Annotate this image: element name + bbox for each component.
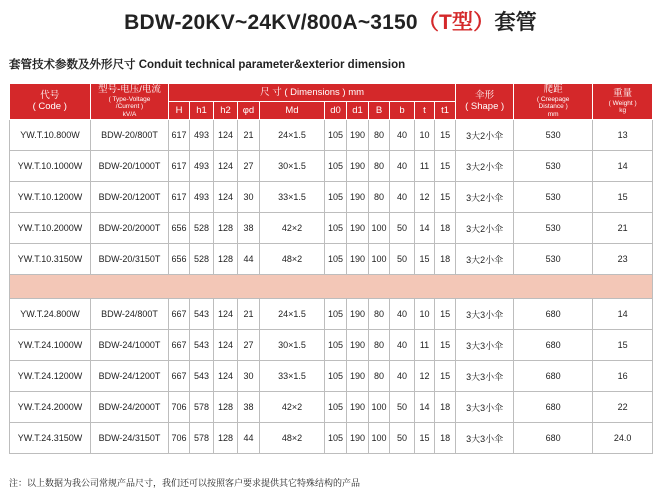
table-cell: 42×2 <box>260 213 325 244</box>
table-cell: 128 <box>214 244 238 275</box>
header-dim-col: b <box>390 102 415 120</box>
table-cell: 190 <box>347 244 369 275</box>
table-cell: 124 <box>214 182 238 213</box>
table-cell: 105 <box>325 299 347 330</box>
table-cell: 80 <box>369 330 390 361</box>
header-dim-col: φd <box>238 102 260 120</box>
title-main: BDW-20KV~24KV/800A~3150 <box>124 11 418 34</box>
table-cell: 190 <box>347 151 369 182</box>
table-cell: 105 <box>325 151 347 182</box>
table-cell: 530 <box>514 244 593 275</box>
table-cell: 124 <box>214 151 238 182</box>
table-cell: 100 <box>369 392 390 423</box>
table-cell: 33×1.5 <box>260 361 325 392</box>
table-cell: 80 <box>369 361 390 392</box>
title-paren-close: ） <box>473 11 495 34</box>
table-cell: 18 <box>435 423 456 454</box>
table-cell: 528 <box>190 213 214 244</box>
table-cell: 680 <box>514 361 593 392</box>
table-cell: 680 <box>514 423 593 454</box>
table-cell: 578 <box>190 423 214 454</box>
table-cell: 44 <box>238 244 260 275</box>
table-cell: 105 <box>325 392 347 423</box>
header-creepage: 爬距 ( Creepage Distance ) mm <box>514 84 593 120</box>
table-cell: 16 <box>593 361 653 392</box>
table-cell: 50 <box>390 244 415 275</box>
table-cell: 105 <box>325 330 347 361</box>
group-separator <box>10 275 653 299</box>
table-cell: 15 <box>435 120 456 151</box>
table-cell: BDW-20/3150T <box>91 244 169 275</box>
table-cell: 18 <box>435 392 456 423</box>
table-cell: 617 <box>169 120 190 151</box>
table-cell: 680 <box>514 392 593 423</box>
table-cell: 3大3小伞 <box>456 361 514 392</box>
table-cell: 42×2 <box>260 392 325 423</box>
table-cell: 530 <box>514 213 593 244</box>
table-cell: 30 <box>238 182 260 213</box>
table-cell: 656 <box>169 244 190 275</box>
table-cell: 15 <box>435 361 456 392</box>
table-cell: 543 <box>190 299 214 330</box>
table-cell: 40 <box>390 361 415 392</box>
table-cell: 105 <box>325 213 347 244</box>
table-cell: 105 <box>325 182 347 213</box>
table-cell: 10 <box>415 120 435 151</box>
table-cell: 100 <box>369 244 390 275</box>
table-cell: 3大3小伞 <box>456 330 514 361</box>
table-cell: 105 <box>325 423 347 454</box>
table-cell: YW.T.10.2000W <box>10 213 91 244</box>
header-dim-col: t <box>415 102 435 120</box>
table-cell: 80 <box>369 182 390 213</box>
table-cell: 3大2小伞 <box>456 213 514 244</box>
table-cell: 80 <box>369 120 390 151</box>
table-cell: 27 <box>238 330 260 361</box>
group-separator-row <box>10 275 653 299</box>
table-cell: 190 <box>347 361 369 392</box>
table-cell: 3大2小伞 <box>456 182 514 213</box>
table-cell: 667 <box>169 330 190 361</box>
table-row <box>10 120 653 151</box>
table-cell: 14 <box>593 299 653 330</box>
table-cell: 105 <box>325 244 347 275</box>
header-dim-col: d0 <box>325 102 347 120</box>
table-cell: 528 <box>190 244 214 275</box>
table-cell: 578 <box>190 392 214 423</box>
header-shape: 伞形 ( Shape ) <box>456 84 514 120</box>
table-cell: 15 <box>435 182 456 213</box>
table-cell: 543 <box>190 361 214 392</box>
table-cell: 100 <box>369 213 390 244</box>
table-cell: 14 <box>415 213 435 244</box>
table-cell: 124 <box>214 299 238 330</box>
table-cell: 14 <box>415 392 435 423</box>
table-cell: 80 <box>369 299 390 330</box>
header-dim-col: B <box>369 102 390 120</box>
table-cell: 493 <box>190 182 214 213</box>
table-cell: 80 <box>369 151 390 182</box>
table-cell: 48×2 <box>260 244 325 275</box>
table-cell: 27 <box>238 151 260 182</box>
table-cell: 680 <box>514 299 593 330</box>
table-cell: 15 <box>415 244 435 275</box>
table-cell: 30 <box>238 361 260 392</box>
title-paren-open: （ <box>417 11 440 34</box>
parameter-table <box>9 84 653 454</box>
table-cell: BDW-20/2000T <box>91 213 169 244</box>
table-cell: BDW-20/800T <box>91 120 169 151</box>
table-cell: YW.T.24.800W <box>10 299 91 330</box>
table-cell: 190 <box>347 423 369 454</box>
table-cell: 3大3小伞 <box>456 392 514 423</box>
table-cell: 30×1.5 <box>260 151 325 182</box>
table-cell: 14 <box>593 151 653 182</box>
table-cell: 15 <box>593 330 653 361</box>
table-cell: 530 <box>514 151 593 182</box>
table-row <box>10 244 653 275</box>
table-cell: 3大2小伞 <box>456 244 514 275</box>
table-cell: BDW-20/1200T <box>91 182 169 213</box>
table-cell: 38 <box>238 392 260 423</box>
table-cell: 11 <box>415 151 435 182</box>
table-cell: BDW-24/800T <box>91 299 169 330</box>
table-cell: 124 <box>214 330 238 361</box>
table-cell: 50 <box>390 423 415 454</box>
footnote: 注：以上数据为我公司常规产品尺寸，我们还可以按照客户要求提供其它特殊结构的产品 <box>9 478 361 488</box>
table-cell: 100 <box>369 423 390 454</box>
table-cell: 680 <box>514 330 593 361</box>
table-cell: 40 <box>390 120 415 151</box>
table-row <box>10 423 653 454</box>
table-cell: 24×1.5 <box>260 299 325 330</box>
table-row <box>10 361 653 392</box>
header-weight: 重量 ( Weight ) kg <box>593 84 653 120</box>
table-cell: 706 <box>169 423 190 454</box>
table-cell: 18 <box>435 244 456 275</box>
table-cell: 190 <box>347 330 369 361</box>
table-cell: 24×1.5 <box>260 120 325 151</box>
table-cell: 493 <box>190 120 214 151</box>
table-cell: 3大2小伞 <box>456 151 514 182</box>
table-cell: BDW-24/1000T <box>91 330 169 361</box>
table-cell: 15 <box>415 423 435 454</box>
table-cell: BDW-20/1000T <box>91 151 169 182</box>
table-row <box>10 213 653 244</box>
header-dim-col: h2 <box>214 102 238 120</box>
table-cell: 44 <box>238 423 260 454</box>
table-cell: 190 <box>347 299 369 330</box>
table-cell: 40 <box>390 330 415 361</box>
table-cell: 105 <box>325 120 347 151</box>
table-cell: 15 <box>435 330 456 361</box>
header-code: 代号 ( Code ) <box>10 84 91 120</box>
table-cell: 128 <box>214 392 238 423</box>
header-dim-col: H <box>169 102 190 120</box>
table-cell: 530 <box>514 120 593 151</box>
table-cell: 3大2小伞 <box>456 120 514 151</box>
table-cell: BDW-24/3150T <box>91 423 169 454</box>
table-cell: 190 <box>347 182 369 213</box>
table-cell: YW.T.10.800W <box>10 120 91 151</box>
table-cell: 30×1.5 <box>260 330 325 361</box>
title-suffix: 套管 <box>494 11 537 34</box>
table-cell: 667 <box>169 299 190 330</box>
table-cell: YW.T.24.2000W <box>10 392 91 423</box>
table-cell: YW.T.24.1200W <box>10 361 91 392</box>
header-dim-col: t1 <box>435 102 456 120</box>
table-cell: 40 <box>390 182 415 213</box>
table-row <box>10 299 653 330</box>
table-cell: 40 <box>390 299 415 330</box>
table-cell: 543 <box>190 330 214 361</box>
table-row <box>10 330 653 361</box>
table-header <box>10 84 653 120</box>
table-row <box>10 182 653 213</box>
table-cell: 48×2 <box>260 423 325 454</box>
table-cell: YW.T.24.3150W <box>10 423 91 454</box>
table-cell: 617 <box>169 151 190 182</box>
table-cell: YW.T.10.1200W <box>10 182 91 213</box>
table-cell: BDW-24/2000T <box>91 392 169 423</box>
table-cell: 21 <box>238 120 260 151</box>
header-dimensions: 尺 寸 ( Dimensions ) mm <box>169 84 456 102</box>
table-cell: 530 <box>514 182 593 213</box>
table-cell: 24.0 <box>593 423 653 454</box>
table-cell: 124 <box>214 120 238 151</box>
table-cell: 38 <box>238 213 260 244</box>
table-cell: 128 <box>214 423 238 454</box>
table-cell: 667 <box>169 361 190 392</box>
table-row <box>10 392 653 423</box>
table-cell: 22 <box>593 392 653 423</box>
table-cell: 128 <box>214 213 238 244</box>
table-cell: YW.T.24.1000W <box>10 330 91 361</box>
table-cell: 3大3小伞 <box>456 299 514 330</box>
table-cell: 12 <box>415 182 435 213</box>
header-model: 型号-电压/电流 ( Type-Voltage /Current ) kV/A <box>91 84 169 120</box>
table-cell: 105 <box>325 361 347 392</box>
table-cell: 12 <box>415 361 435 392</box>
table-cell: 50 <box>390 392 415 423</box>
table-cell: 11 <box>415 330 435 361</box>
title-type: T型 <box>439 11 474 34</box>
table-cell: BDW-24/1200T <box>91 361 169 392</box>
table-cell: 15 <box>435 151 456 182</box>
table-cell: 493 <box>190 151 214 182</box>
table-cell: YW.T.10.3150W <box>10 244 91 275</box>
table-cell: 13 <box>593 120 653 151</box>
table-body <box>10 120 653 454</box>
header-dim-col: Md <box>260 102 325 120</box>
table-cell: 33×1.5 <box>260 182 325 213</box>
table-cell: 50 <box>390 213 415 244</box>
table-cell: 10 <box>415 299 435 330</box>
header-dim-col: d1 <box>347 102 369 120</box>
header-dim-col: h1 <box>190 102 214 120</box>
table-cell: 21 <box>593 213 653 244</box>
table-cell: 21 <box>238 299 260 330</box>
table-cell: 3大3小伞 <box>456 423 514 454</box>
table-cell: 40 <box>390 151 415 182</box>
table-cell: 124 <box>214 361 238 392</box>
table-cell: 15 <box>593 182 653 213</box>
table-cell: 617 <box>169 182 190 213</box>
table-cell: 706 <box>169 392 190 423</box>
table-row <box>10 151 653 182</box>
table-cell: YW.T.10.1000W <box>10 151 91 182</box>
table-cell: 190 <box>347 213 369 244</box>
table-subtitle: 套管技术参数及外形尺寸 Conduit technical parameter&exterior dimension <box>9 59 406 71</box>
table-cell: 23 <box>593 244 653 275</box>
page-title <box>0 6 661 36</box>
table-cell: 190 <box>347 392 369 423</box>
table-cell: 18 <box>435 213 456 244</box>
table-cell: 656 <box>169 213 190 244</box>
table-cell: 15 <box>435 299 456 330</box>
table-cell: 190 <box>347 120 369 151</box>
